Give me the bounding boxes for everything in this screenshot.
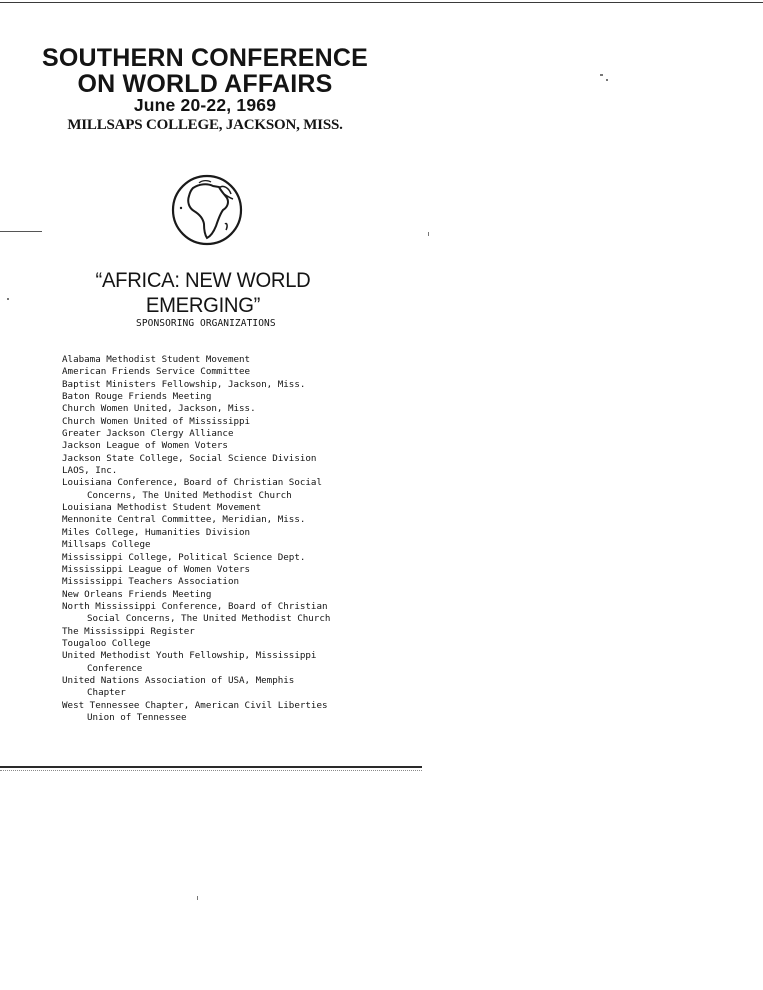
list-item-continuation: Union of Tennessee [87, 711, 187, 723]
list-item: New Orleans Friends Meeting [62, 588, 212, 600]
list-item: Greater Jackson Clergy Alliance [62, 428, 234, 440]
list-item: North Mississippi Conference, Board of Christian [62, 600, 328, 612]
list-item: United Methodist Youth Fellowship, Mississippi [62, 650, 317, 662]
top-rule [0, 2, 763, 3]
list-item: United Nations Association of USA, Memphis [62, 674, 295, 686]
conference-dates: June 20-22, 1969 [133, 95, 277, 115]
list-item: Alabama Methodist Student Movement [62, 354, 251, 365]
list-item: Jackson League of Women Voters [62, 440, 228, 452]
list-item: American Friends Service Committee [62, 366, 251, 378]
list-item: Mississippi Teachers Association [62, 576, 240, 588]
sponsor-list [62, 354, 382, 724]
list-item: Louisiana Methodist Student Movement [62, 502, 262, 514]
list-item: The Mississippi Register [62, 625, 195, 637]
conference-title-line2: ON WORLD AFFAIRS [77, 70, 333, 98]
list-item: Jackson State College, Social Science Division [62, 452, 317, 464]
scan-speck [7, 298, 9, 300]
list-item: Mennonite Central Committee, Meridian, Miss. [62, 514, 306, 526]
bottom-rule [0, 766, 422, 768]
list-item: Mississippi League of Women Voters [62, 563, 251, 575]
list-item: Church Women United, Jackson, Miss. [62, 403, 256, 415]
list-item: Baton Rouge Friends Meeting [62, 391, 212, 403]
list-item: Louisiana Conference, Board of Christian Social [62, 477, 322, 489]
list-item: Mississippi College, Political Science Dept. [62, 551, 306, 563]
list-item: Church Women United of Mississippi [62, 415, 251, 427]
scan-speck [428, 232, 429, 236]
conference-theme: “AFRICA: NEW WORLD EMERGING” [95, 268, 311, 317]
list-item-continuation: Concerns, The United Methodist Church [87, 489, 292, 501]
list-item: Millsaps College [62, 539, 151, 551]
list-item-continuation: Chapter [87, 687, 126, 699]
scan-speck [197, 896, 198, 900]
margin-mark [0, 231, 42, 232]
list-item: Tougaloo College [62, 637, 151, 649]
scan-speck [600, 74, 603, 76]
globe-africa-icon [171, 174, 243, 246]
conference-location: MILLSAPS COLLEGE, JACKSON, MISS. [67, 117, 343, 133]
list-item-continuation: Conference [87, 662, 143, 674]
list-item-continuation: Social Concerns, The United Methodist Church [87, 613, 331, 625]
list-item: LAOS, Inc. [62, 465, 118, 477]
list-item: Miles College, Humanities Division [62, 526, 251, 538]
conference-title-line1: SOUTHERN CONFERENCE [41, 44, 369, 72]
bottom-rule-thin [0, 770, 422, 771]
list-item: Baptist Ministers Fellowship, Jackson, Miss. [62, 378, 306, 390]
sponsors-heading: SPONSORING ORGANIZATIONS [136, 318, 276, 329]
scan-speck [606, 79, 608, 81]
list-item: West Tennessee Chapter, American Civil Liberties [62, 699, 328, 711]
